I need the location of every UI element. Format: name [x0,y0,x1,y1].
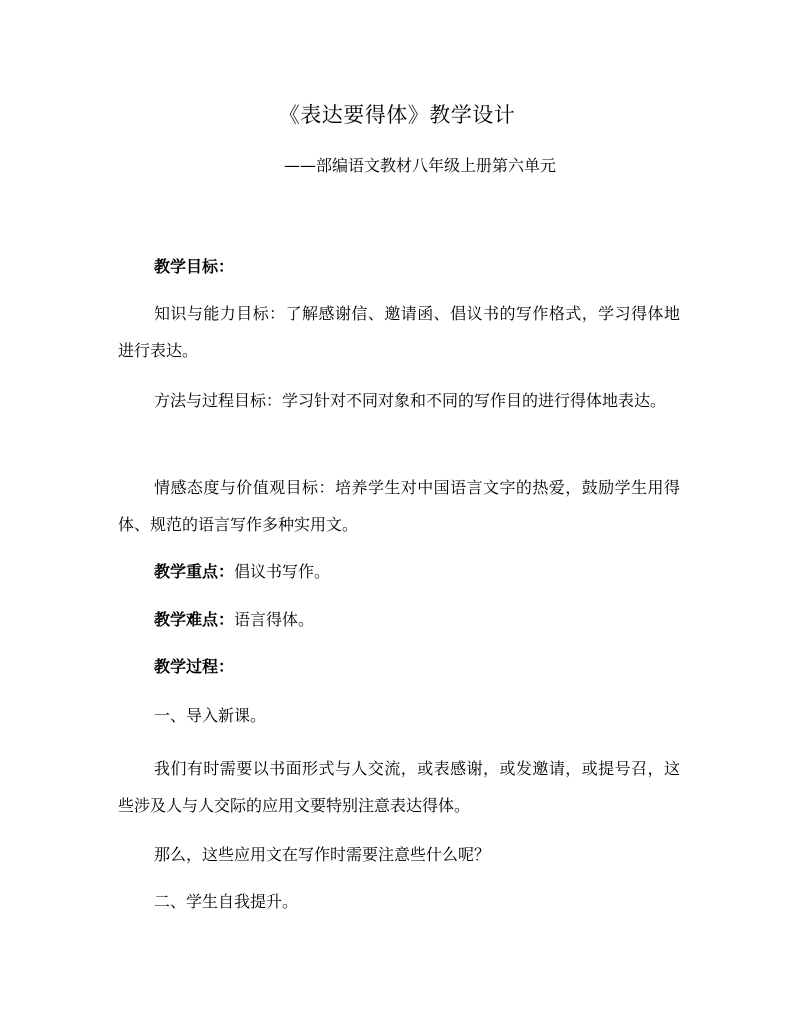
objective-knowledge: 知识与能力目标：了解感谢信、邀请函、倡议书的写作格式，学习得体地进行表达。 [118,304,680,360]
objective-method: 方法与过程目标：学习针对不同对象和不同的写作目的进行得体地表达。 [154,391,667,410]
step-one-heading: 一、导入新课。 [154,706,267,725]
intro-paragraph: 我们有时需要以书面形式与人交流，或表感谢，或发邀请，或提号召，这些涉及人与人交际的应用文要特别注意表达得体。 [118,759,680,815]
difficulty-text: 语言得体。 [234,610,315,629]
document-subtitle: ——部编语文教材八年级上册第六单元 [283,156,556,175]
document-title: 《表达要得体》教学设计 [278,103,516,127]
key-point-label: 教学重点： [154,562,235,581]
objective-emotion: 情感态度与价值观目标：培养学生对中国语言文字的热爱，鼓励学生用得体、规范的语言写作多种实用文。 [118,478,680,534]
question-paragraph: 那么，这些应用文在写作时需要注意些什么呢？ [154,845,491,864]
difficulty-label: 教学难点： [154,610,235,629]
process-heading: 教学过程： [154,657,235,676]
step-two-heading: 二、学生自我提升。 [154,892,299,911]
difficulty [118,601,680,638]
key-point [118,553,680,590]
objectives-heading: 教学目标： [154,257,235,276]
key-point-text: 倡议书写作。 [234,562,331,581]
